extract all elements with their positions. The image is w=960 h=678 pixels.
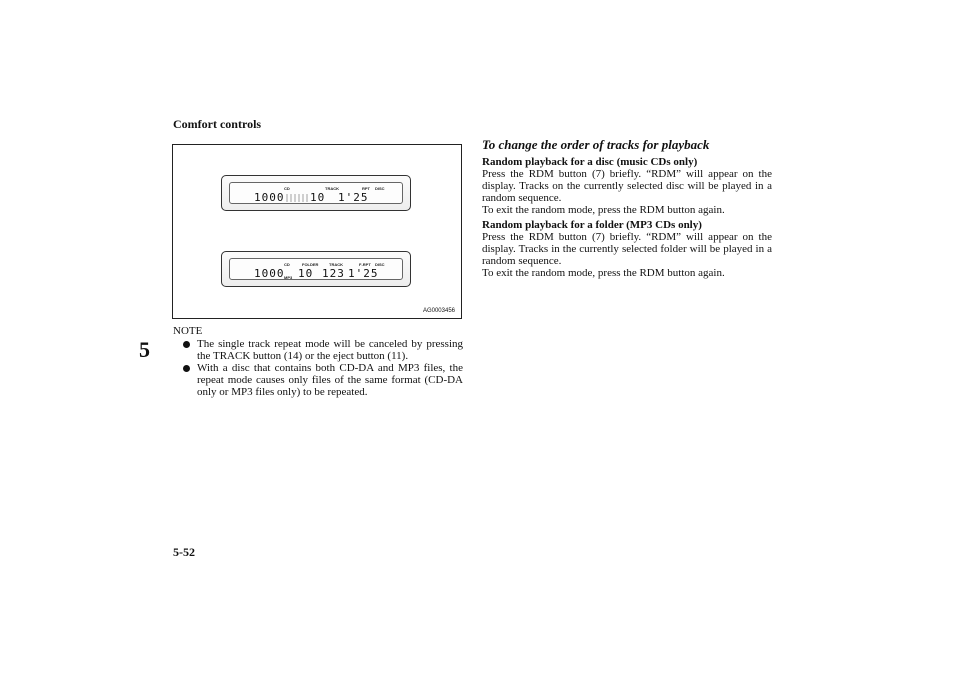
left-value: 1000 <box>254 267 285 280</box>
paragraph-text: Press the RDM button (7) briefly. “RDM” will appear on the display. Tracks in the currently selected folder will be played in a random sequence. <box>482 231 772 267</box>
inactive-segments <box>286 194 308 202</box>
paragraph-text: To exit the random mode, press the RDM button again. <box>482 267 725 279</box>
bullet-icon <box>183 365 190 372</box>
left-value: 1000 <box>254 191 285 204</box>
track-number: 123 <box>322 267 345 280</box>
note-block <box>173 325 463 398</box>
note-bullet-text: With a disc that contains both CD-DA and MP3 files, the repeat mode causes only files of the same format (CD-DA only or MP3 files only) to be repeated. <box>197 362 463 398</box>
elapsed-time: 1'25 <box>348 267 379 280</box>
display-top-screen <box>229 182 403 204</box>
paragraph-text: To exit the random mode, press the RDM button again. <box>482 204 725 216</box>
display-bottom-screen <box>229 258 403 280</box>
note-title: NOTE <box>173 325 203 337</box>
note-bullet-text: The single track repeat mode will be canceled by pressing the TRACK button (14) or the eject button (11). <box>197 338 463 362</box>
chapter-number: 5 <box>139 337 150 362</box>
indicator-f-rpt: F-RPT <box>359 262 371 267</box>
indicator-track: TRACK <box>329 262 343 267</box>
indicator-cd: CD <box>284 186 290 191</box>
indicator-mp3: MP3 <box>284 275 293 280</box>
note-bullet <box>173 338 463 362</box>
display-figure <box>172 144 462 319</box>
track-number: 10 <box>310 191 326 204</box>
display-top <box>221 175 411 211</box>
elapsed-time: 1'25 <box>338 191 369 204</box>
indicator-cd: CD <box>284 262 290 267</box>
bullet-icon <box>183 341 190 348</box>
indicator-disc: DISC <box>375 186 385 191</box>
indicator-disc: DISC <box>375 262 385 267</box>
paragraph <box>482 168 772 216</box>
section-title: To change the order of tracks for playback <box>482 137 710 152</box>
page-number: 5-52 <box>173 545 195 559</box>
note-bullet <box>173 362 463 398</box>
indicator-rpt: RPT <box>362 186 370 191</box>
running-header: Comfort controls <box>173 117 262 131</box>
subheading-folder-random: Random playback for a folder (MP3 CDs only) <box>482 219 702 231</box>
indicator-track: TRACK <box>325 186 339 191</box>
folder-number: 10 <box>298 267 314 280</box>
figure-label: AG0003456 <box>422 308 455 314</box>
indicator-folder: FOLDER <box>302 262 319 267</box>
right-column <box>482 139 772 282</box>
paragraph <box>482 231 772 279</box>
subheading-disc-random: Random playback for a disc (music CDs only) <box>482 156 698 168</box>
display-bottom <box>221 251 411 287</box>
paragraph-text: Press the RDM button (7) briefly. “RDM” will appear on the display. Tracks on the currently selected disc will be played in a random sequence. <box>482 168 772 204</box>
